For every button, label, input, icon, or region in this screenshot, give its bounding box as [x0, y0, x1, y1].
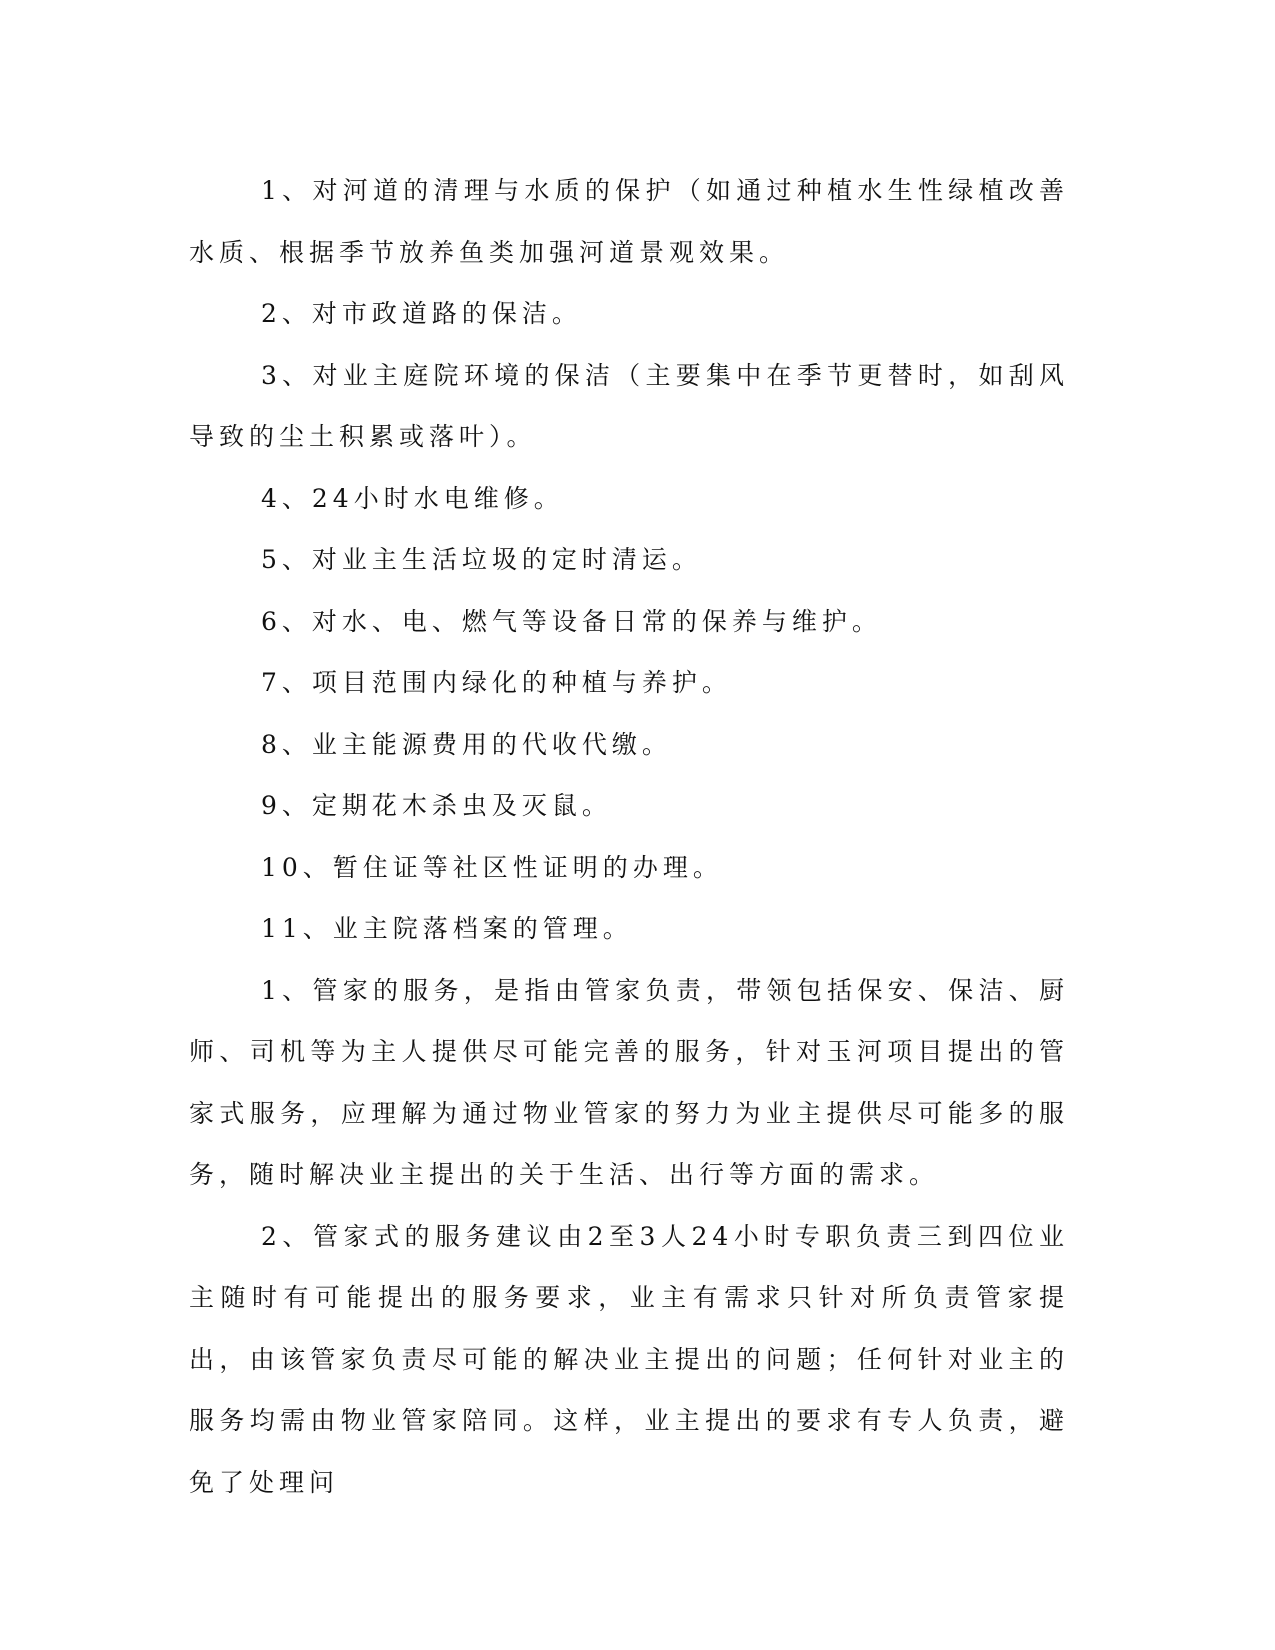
paragraph-12: 1、管家的服务，是指由管家负责，带领包括保安、保洁、厨师、司机等为主人提供尽可能完善的服务，针对玉河项目提出的管家式服务，应理解为通过物业管家的努力为业主提供尽可能多的服务，随时解决业主提出的关于生活、出行等方面的需求。 [189, 975, 1069, 1189]
paragraph-5: 5、对业主生活垃圾的定时清运。 [261, 545, 702, 574]
paragraph-7: 7、项目范围内绿化的种植与养护。 [261, 668, 732, 697]
document-body [189, 160, 1069, 1513]
paragraph-13: 2、管家式的服务建议由2至3人24小时专职负责三到四位业主随时有可能提出的服务要求，业主有需求只针对所负责管家提出，由该管家负责尽可能的解决业主提出的问题；任何针对业主的服务均需由物业管家陪同。这样，业主提出的要求有专人负责，避免了处理问 [189, 1221, 1069, 1497]
paragraph-8: 8、业主能源费用的代收代缴。 [261, 729, 672, 759]
paragraph-6: 6、对水、电、燃气等设备日常的保养与维护。 [261, 606, 882, 636]
paragraph-2: 2、对市政道路的保洁。 [261, 299, 582, 328]
paragraph-1: 1、对河道的清理与水质的保护（如通过种植水生性绿植改善水质、根据季节放养鱼类加强河道景观效果。 [189, 176, 1069, 267]
paragraph-4: 4、24小时水电维修。 [261, 483, 564, 513]
paragraph-9: 9、定期花木杀虫及灭鼠。 [261, 791, 612, 820]
paragraph-11: 11、业主院落档案的管理。 [261, 914, 633, 943]
paragraph-3: 3、对业主庭院环境的保洁（主要集中在季节更替时，如刮风导致的尘土积累或落叶）。 [189, 360, 1069, 451]
paragraph-10: 10、暂住证等社区性证明的办理。 [261, 852, 723, 882]
